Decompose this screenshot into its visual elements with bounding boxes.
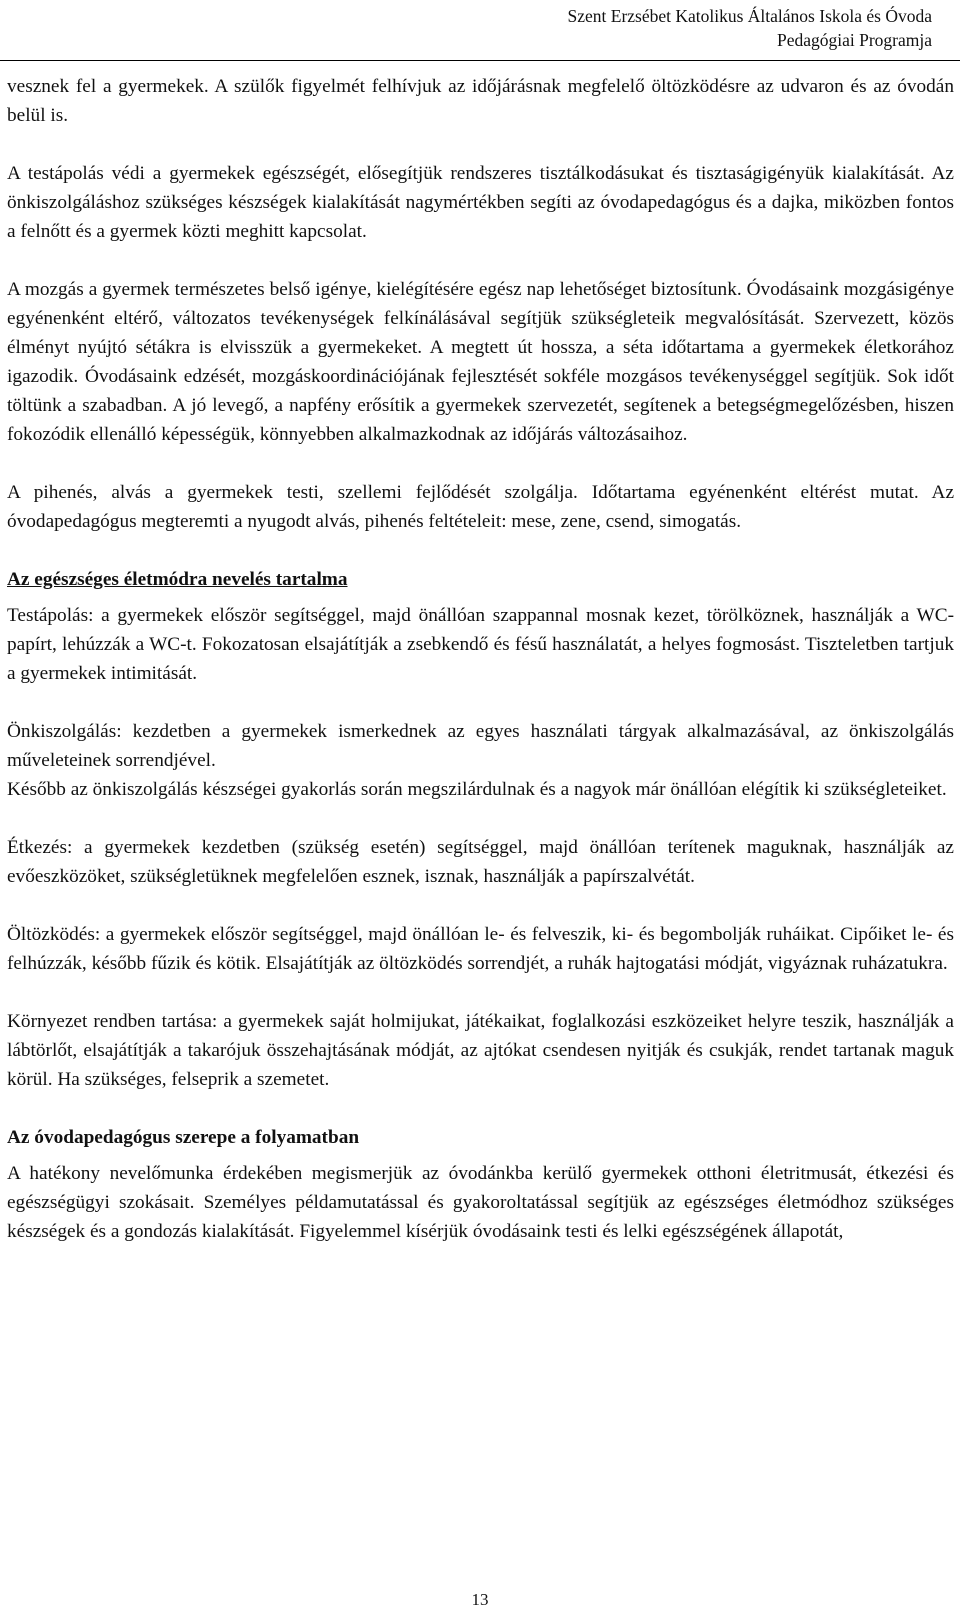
paragraph-self-service-later: Később az önkiszolgálás készségei gyakorlás során megszilárdulnak és a nagyok már önállóan elégítik ki szükségleteiket. [7, 779, 947, 800]
section-heading-teacher-role: Az óvodapedagógus szerepe a folyamatban [7, 1127, 360, 1148]
paragraph-dressing: Öltözködés: a gyermekek először segítséggel, majd önállóan le- és felveszik, ki- és begombolják ruháikat. Cipőiket le- és felhúzzák, később fűzik és kötik. Elsajátítják az öltözködés sorrendjét, a ruhák hajtogatási módját, vigyáznak ruházatukra. [7, 924, 954, 974]
paragraph-eating: Étkezés: a gyermekek kezdetben (szükség esetén) segítséggel, majd önállóan terítenek maguknak, használják az evőeszközöket, szükségletüknek megfelelően esznek, isznak, használják a papírszalvétát. [7, 837, 954, 887]
header-document-title: Pedagógiai Programja [776, 30, 932, 50]
header-school-name: Szent Erzsébet Katolikus Általános Iskola és Óvoda [567, 6, 932, 26]
paragraph-body-care: Testápolás: a gyermekek először segítséggel, majd önállóan szappannal mosnak kezet, törölköznek, használják a WC-papírt, lehúzzák a WC-t. Fokozatosan elsajátítják a zsebkendő és fésű használatát, a helyes fogmosást. Tiszteletben tartjuk a gyermekek intimitását. [7, 605, 954, 684]
paragraph-hygiene: A testápolás védi a gyermekek egészségét, elősegítjük rendszeres tisztálkodásukat és tisztaságigényük kialakítását. Az önkiszolgáláshoz szükséges készségek kialakítását nagymértékben segíti az óvodapedagógus és a dajka, miközben fontos a felnőtt és a gyermek közti meghitt kapcsolat. [7, 163, 954, 242]
section-heading-content: Az egészséges életmódra nevelés tartalma [7, 569, 348, 590]
paragraph-self-service: Önkiszolgálás: kezdetben a gyermekek ismerkednek az egyes használati tárgyak alkalmazásával, az önkiszolgálás műveleteinek sorrendjével. [7, 721, 954, 771]
header-divider [0, 60, 960, 61]
paragraph-rest: A pihenés, alvás a gyermekek testi, szellemi fejlődését szolgálja. Időtartama egyénenként eltérést mutat. Az óvodapedagógus megteremti a nyugodt alvás, pihenés feltételeit: mese, zene, csend, simogatás. [7, 482, 954, 532]
paragraph-movement: A mozgás a gyermek természetes belső igénye, kielégítésére egész nap lehetőséget biztosítunk. Óvodásaink mozgásigénye egyénenként eltérő, változatos tevékenységek felkínálásával segítjük szükségleteik megvalósítását. Szervezett, közös élményt nyújtó sétákra is elvisszük a gyermekeket. A megtett út hossza, a séta időtartama a gyermekek életkorához igazodik. Óvodásaink edzését, mozgáskoordinációjának fejlesztését sokféle mozgásos tevékenységgel segítjük. Sok időt töltünk a szabadban. A jó levegő, a napfény erősítik a gyermekek szervezetét, segítenek a betegségmegelőzésben, hiszen fokozódik ellenálló képességük, könnyebben alkalmazkodnak az időjárás változásaihoz. [7, 279, 954, 445]
page-number: 13 [471, 1590, 489, 1609]
page-header [372, 4, 932, 52]
paragraph-environment: Környezet rendben tartása: a gyermekek saját holmijukat, játékaikat, foglalkozási eszközeiket helyre teszik, használják a lábtörlőt, elsajátítják a takarójuk összehajtásának módját, az ajtókat csendesen nyitják és csukják, rendet tartanak maguk körül. Ha szükséges, felseprik a szemetet. [7, 1011, 954, 1090]
paragraph-clothing-note: vesznek fel a gyermekek. A szülők figyelmét felhívjuk az időjárásnak megfelelő öltözködésre az udvaron és az óvodán belül is. [7, 76, 954, 126]
paragraph-teacher-role: A hatékony nevelőmunka érdekében megismerjük az óvodánkba kerülő gyermekek otthoni életritmusát, étkezési és egészségügyi szokásait. Személyes példamutatással és gyakoroltatással segítjük az egészséges életmódhoz szükséges készségek és a gondozás kialakítását. Figyelemmel kísérjük óvodásaink testi és lelki egészségének állapotát, [7, 1163, 954, 1242]
document-body [7, 72, 954, 1275]
